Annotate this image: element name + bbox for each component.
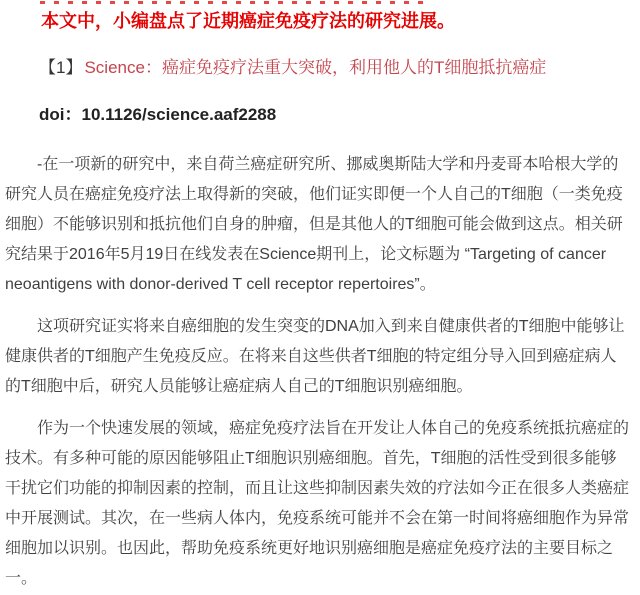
paragraph-study-overview: -在一项新的研究中，来自荷兰癌症研究所、挪威奥斯陆大学和丹麦哥本哈根大学的研究人员在癌症免疫疗法上取得新的突破，他们证实即便一个人自己的T细胞（一类免疫细胞）不能够识别和抵抗他们自身的肿瘤，但是其他人的T细胞可能会做到这点。相关研究结果于2016年5月19日在线发表在Science期刊上，论文标题为 “Targeting of cancer neoantigens with donor-derived T cell receptor repertoires”。 <box>5 156 623 293</box>
item-heading <box>5 55 630 81</box>
item-title-link[interactable]: Science：癌症免疫疗法重大突破，利用他人的T细胞抵抗癌症 <box>84 58 547 77</box>
item-index: 【1】 <box>39 58 83 77</box>
doi-line: doi：10.1126/science.aaf2288 <box>39 105 277 124</box>
paragraph-field-background: 作为一个快速发展的领域，癌症免疫疗法旨在开发让人体自己的免疫系统抵抗癌症的技术。有多种可能的原因能够阻止T细胞识别癌细胞。首先，T细胞的活性受到很多能够干扰它们功能的抑制因素的控制，而且让这些抑制因素失效的疗法如今正在很多人类癌症中开展测试。其次，在一些病人体内，免疫系统可能并不会在第一时间将癌细胞作为异常细胞加以识别。也因此，帮助免疫系统更好地识别癌细胞是癌症免疫疗法的主要目标之一。 <box>5 420 630 587</box>
paragraph-study-findings: 这项研究证实将来自癌细胞的发生突变的DNA加入到来自健康供者的T细胞中能够让健康供者的T细胞产生免疫反应。在将来自这些供者T细胞的特定组分导入回到癌症病人的T细胞中后，研究人员能够让癌症病人自己的T细胞识别癌细胞。 <box>5 318 625 395</box>
clipped-text-fragment <box>40 1 432 4</box>
intro-headline: 本文中，小编盘点了近期癌症免疫疗法的研究进展。 <box>41 11 455 31</box>
